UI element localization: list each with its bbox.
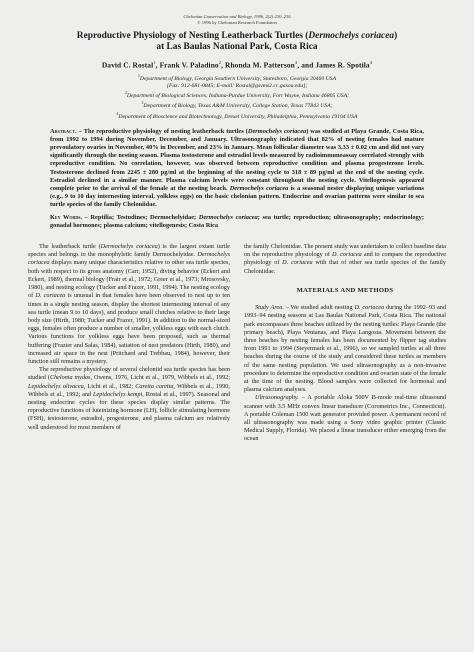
section-heading: MATERIALS AND METHODS — [296, 286, 394, 294]
body-paragraph — [28, 366, 230, 432]
text-run: with that of other sea turtle species of the family Cheloniidae. — [244, 259, 446, 275]
text-run: ) is the largest extant turtle species and belongs to the monophyletic family Dermochelyidae. — [28, 243, 231, 259]
body-paragraph — [244, 243, 446, 276]
author-3: Rhonda M. Patterson — [225, 60, 295, 70]
copyright-line: © 1996 by Chelonian Research Foundation — [197, 19, 277, 25]
text-run: – A portable Aloka 500V B-mode real-time ultrasound scanner with 3.5 MHz convex linear transducer (Corometrics Inc., Connecticut). A portable Coleman 1500 watt generator provided power. A permanent record of all ultrasonography was made using a Sony video graphic printer (Classic Medical Supply, Florida). We placed a linear transducer either emerging from the ocean — [244, 394, 446, 443]
body-paragraph — [28, 243, 230, 366]
italic-run: D. coriacea — [332, 251, 362, 259]
right-column — [244, 243, 446, 443]
subsection-heading: Study Area. — [255, 304, 284, 312]
affiliations — [28, 73, 446, 121]
italic-run: D. coriacea — [35, 292, 66, 300]
paper-title: Reproductive Physiology of Nesting Leatherback Turtles (Dermochelys coriacea) at Las Baulas National Park, Costa Rica — [76, 30, 398, 53]
italic-run: Chelonia mydas — [49, 374, 91, 382]
text-run: The leatherback turtle ( — [39, 243, 101, 251]
text-run: the family Cheloniidae. The present study was undertaken to collect baseline data on the reproductive physiology of — [244, 243, 446, 259]
text-run: , Rostal et al., 1997). Seasonal and nesting endocrine cycles for these species display similar patterns. The reproductive functions of luteinizing hormone (LH), follicle stimulating hormone (FSH), testosterone, estradiol, progesterone, and plasma calcium are relatively well understood for most members of — [28, 390, 230, 431]
italic-run: D. coriacea — [282, 259, 313, 267]
text-run: , Wibbels et al., 1990; Wibbels et al., 1992; and — [28, 382, 230, 398]
text-run: The reproductive physiology of several cheloniid sea turtle species has been studied ( — [28, 366, 230, 382]
text-run: – We studied adult nesting — [283, 304, 355, 312]
subsection-heading: Ultrasonography. — [255, 394, 299, 402]
body-paragraph — [244, 304, 446, 394]
text-run: is unusual in that females have been observed to nest up to ten times in a single nesting season, display the shortest internesting interval of any sea turtle (mean 9 to 10 days), and produce small clutches relative to their large body size (Hirth, 1980; Tucker and Frazer, 1991). In addition to the normal-sized eggs, females often produce a number of smaller, yolkless eggs with each clutch. Various functions for yolkless eggs have been proposed, such as thermal buffering (Frazier and Salas, 1984), satiation of nest predators (Hirth, 1980), and increased air space in the nest (Pritchard and Trebbau, 1984), however, their function still remains a mystery. — [28, 292, 230, 365]
text-run: , Licht et al., 1982; — [83, 382, 136, 390]
affiliation-line: $^2$Department of Biological Sciences, Indiana-Purdue University, Fort Wayne, Indiana 46805 USA; — [124, 91, 350, 100]
author-list: David C. Rostal$^1$, Frank V. Paladino$^2$, Rhonda M. Patterson$^3$, and James R. Spotila$^4$ — [101, 59, 373, 70]
italic-run: Lepidochelys olivacea — [28, 382, 84, 390]
italic-run: Dermochelys coriacea — [28, 251, 230, 267]
affiliation-line: [Fax: 912-681-0845; E-mail: Rostal@gsvms2.cc.gasou.edu]; — [166, 83, 308, 90]
text-run: and to compare the reproductive physiology of — [244, 251, 446, 267]
text-run: during the 1992–93 and 1993–94 nesting seasons at Las Baulas National Park, Costa Rica. The national park encompasses three beaches utilized by the nesting turtles: Playa Grande (the primary beach), Playa Ventanas, and Playa Langosta. Movement between the three beaches by nesting females has been documented by flipper tag studies from 1991 to 1994 (Steyermark et al., 1996), so we sampled turtles at all three beaches during the course of the study and considered these turtles as members of the same nesting population. We used ultrasonography as a non-invasive procedure to determine the reproductive condition and ovarian state of the female at the time of the nesting. Blood samples were collected for hormonal and plasma calcium analyses. — [244, 304, 446, 394]
abstract-heading: Abstract. — [50, 127, 77, 135]
left-column — [28, 243, 230, 443]
text-run: displays many unique characteristics relative to other sea turtle species, both with respect to its gross anatomy (Carr, 1952), diving behavior (Eckert and Eckert, 1989), thermal biology (Frair et al., 1972; Greer et al., 1973; Mrosovsky, 1980), and nesting ecology (Tucker and Frazer, 1991, 1994). The nesting ecology of — [28, 259, 230, 300]
affiliation-line: $^1$Department of Biology, Georgia Southern University, Statesboro, Georgia 30460 USA — [137, 74, 337, 82]
author-1: David C. Rostal — [101, 60, 154, 70]
author-2: Frank V. Paladino — [159, 60, 219, 70]
text-run: , Owens, 1976, Licht et al., 1979, Wibbels et al., 1992; — [90, 374, 230, 382]
italic-run: Lepidochelys kempi — [92, 390, 143, 398]
body-columns — [28, 243, 446, 443]
abstract: Abstract. – The reproductive physiology of nesting leatherback turtles (Dermochelys coriacea) was studied at Playa Grande, Costa Rica, from 1992 to 1994 during November, December, and January. Ultrasonography indicated that 82% of nesting females had mature prevoulatory ovaries in November, 40% in December, and 23% in January. Mean follicular diameter was 3.33 ± 0.02 cm and did not vary significantly through the nesting season. Plasma testosterone and estradiol levels measured by radioimmunoassay correlated strongly with reproductive condition. No correlation, however, was observed between reproductive condition and plasma progesterone levels. Testosterone declined from 2245 ± 280 pg/ml at the beginning of the nesting cycle to 318 ± 89 pg/ml at the end of the nesting cycle. Estradiol declined in a similar manner. Plasma calcium levels were constant throughout the nesting cycle. Vitellogenesis appeared complete prior to the arrival of the female at the nesting beach. Dermochelys coriacea is a seasonal nester displaying unique variations (e.g., 9 to 10 day internesting interval, yolkless eggs) on the basic chelonian pattern. Endocrine and ovarian patterns were similar to sea turtle species of the family Cheloniidae. — [50, 127, 425, 209]
affiliation-line: $^4$Department of Bioscience and Biotechnology, Drexel University, Philadelphia, Pennsylvania 19104 USA — [116, 111, 358, 120]
italic-run: D. coriacea — [354, 304, 385, 312]
affiliation-line: $^3$Department of Biology, Texas A&M University, College Station, Texas 77843 USA; — [141, 101, 333, 110]
keywords-heading: Key Words. — [50, 213, 83, 221]
italic-run: Dermochelys coriacea — [100, 243, 158, 251]
keywords: Key Words. – Reptilia; Testudines; Dermochelyidae; Dermochelys coriacea; sea turtle; reproduction; ultrasonography; endocrinology; gonadal hormones; plasma calcium; vitellogenesis; Costa Rica — [50, 213, 424, 229]
journal-citation: Chelonian Conservation and Biology, 1996, 2(2):230–236 — [183, 14, 291, 19]
body-paragraph — [244, 394, 446, 443]
author-4: James R. Spotila — [315, 60, 370, 70]
italic-run: Caretta caretta — [135, 382, 174, 390]
